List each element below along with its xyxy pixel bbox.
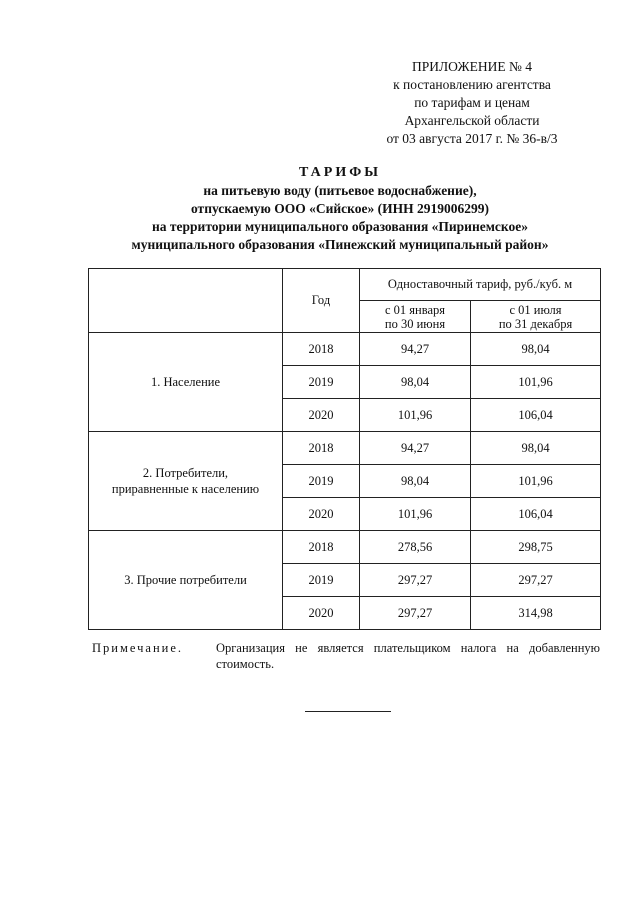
tariff-value: 278,56 — [360, 531, 471, 564]
header-period-2-line: по 31 декабря — [498, 316, 573, 331]
title-line: на территории муниципального образования «Пиринемское» — [152, 219, 528, 234]
header-period-1-line: с 01 января — [384, 302, 446, 317]
header-period-1-line: по 30 июня — [384, 316, 446, 331]
separator-line — [305, 711, 391, 712]
note-block — [92, 640, 600, 672]
year-cell: 2019 — [283, 366, 360, 399]
header-empty-cell — [89, 269, 283, 333]
appendix-line: Архангельской области — [404, 113, 540, 128]
category-cell — [89, 531, 283, 630]
title-line: на питьевую воду (питьевое водоснабжение), — [203, 183, 477, 198]
tariff-value: 106,04 — [471, 399, 601, 432]
category-label: 3. Прочие потребители — [124, 573, 247, 587]
tariff-value: 94,27 — [360, 432, 471, 465]
header-tariff: Одноставочный тариф, руб./куб. м — [360, 269, 601, 301]
tariff-value: 94,27 — [360, 333, 471, 366]
tariff-value: 101,96 — [360, 399, 471, 432]
tariff-value: 298,75 — [471, 531, 601, 564]
year-cell: 2019 — [283, 465, 360, 498]
note-text: Организация не является плательщиком налога на добавленную стоимость. — [216, 641, 600, 671]
appendix-line: к постановлению агентства — [393, 77, 551, 92]
tariff-value: 98,04 — [360, 366, 471, 399]
tariff-value: 101,96 — [360, 498, 471, 531]
tariff-value: 297,27 — [360, 597, 471, 630]
table-row — [89, 531, 601, 564]
title-line: отпускаемую ООО «Сийское» (ИНН 2919006299) — [190, 201, 490, 216]
tariff-table — [88, 268, 601, 630]
appendix-header — [350, 58, 594, 148]
year-cell: 2018 — [283, 531, 360, 564]
category-label: 2. Потребители, — [142, 466, 229, 480]
header-period-1 — [360, 301, 471, 333]
tariff-value: 297,27 — [471, 564, 601, 597]
category-label: приравненные к населению — [111, 482, 260, 496]
year-cell: 2020 — [283, 399, 360, 432]
header-year: Год — [283, 269, 360, 333]
year-cell: 2018 — [283, 432, 360, 465]
note-label: Примечание. — [92, 641, 184, 655]
table-row — [89, 333, 601, 366]
tariff-value: 98,04 — [471, 333, 601, 366]
title-main: ТАРИФЫ — [299, 165, 381, 180]
appendix-date-number: от 03 августа 2017 г. № 36-в/3 — [386, 131, 558, 146]
tariff-value: 106,04 — [471, 498, 601, 531]
year-cell: 2020 — [283, 597, 360, 630]
tariff-value: 101,96 — [471, 366, 601, 399]
category-cell — [89, 432, 283, 531]
table-row — [89, 432, 601, 465]
title-line: муниципального образования «Пинежский муниципальный район» — [131, 237, 549, 252]
year-cell: 2019 — [283, 564, 360, 597]
year-cell: 2020 — [283, 498, 360, 531]
appendix-title: ПРИЛОЖЕНИЕ № 4 — [411, 59, 533, 74]
table-header-row — [89, 269, 601, 301]
tariff-value: 101,96 — [471, 465, 601, 498]
tariff-value: 98,04 — [360, 465, 471, 498]
document-title — [60, 164, 620, 254]
category-label: 1. Население — [150, 375, 221, 389]
header-period-2-line: с 01 июля — [509, 302, 562, 317]
header-period-2 — [471, 301, 601, 333]
tariff-value: 297,27 — [360, 564, 471, 597]
appendix-line: по тарифам и ценам — [414, 95, 530, 110]
year-cell: 2018 — [283, 333, 360, 366]
category-cell — [89, 333, 283, 432]
tariff-value: 98,04 — [471, 432, 601, 465]
tariff-value: 314,98 — [471, 597, 601, 630]
